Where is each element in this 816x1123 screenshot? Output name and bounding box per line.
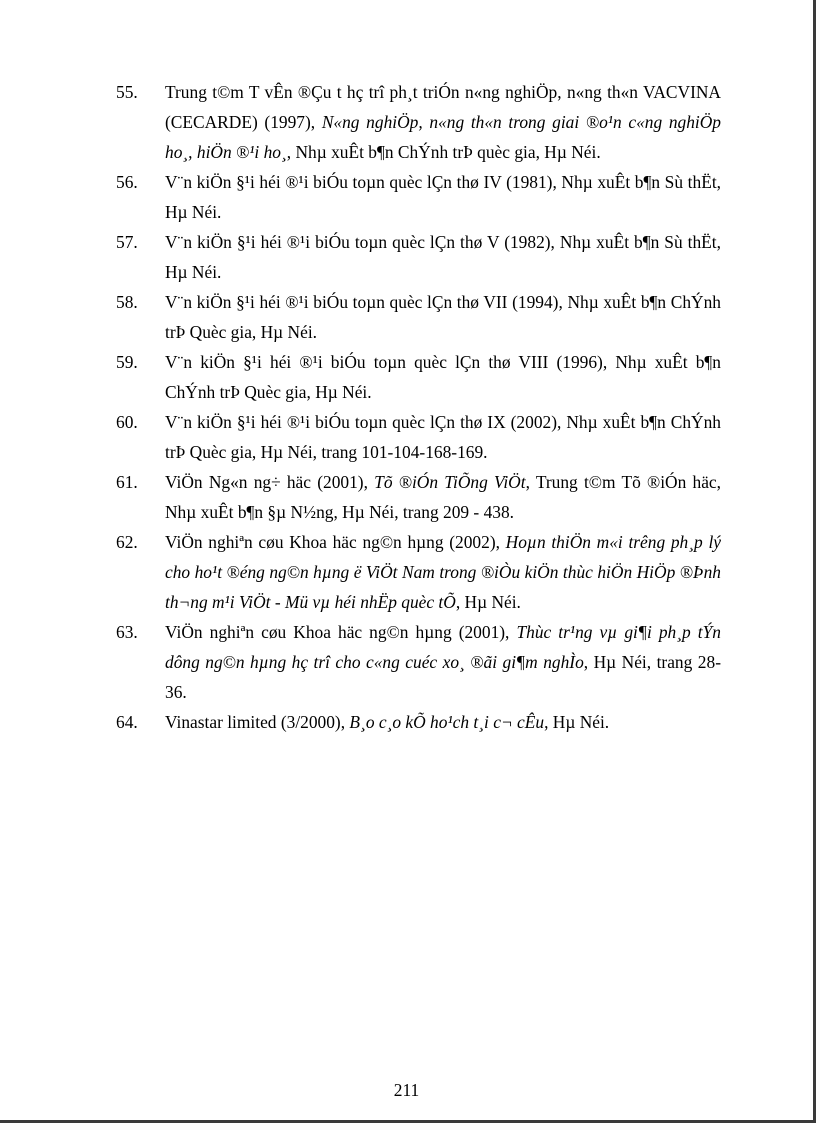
reference-text: Trung t©m T vÊn ®Çu t hç trî ph¸t triÓn n«ng nghiÖp, n«ng th«n VACVINA (CECARDE) (1997), [165,82,721,132]
reference-title: Tõ ®iÓn TiÕng ViÖt [374,472,526,492]
reference-number: 55. [116,82,138,102]
reference-publisher: , Hµ Néi. [544,712,610,732]
page-number: 211 [393,1080,420,1100]
reference-publisher: , Trung t©m Tõ ®iÓn häc, Nhµ xuÊt b¶n §µ N½ng, Hµ Néi, trang 209 - 438. [165,472,721,522]
reference-number: 64. [116,712,138,732]
reference-title: Hoµn thiÖn m«i trêng ph¸p lý cho ho¹t ®éng ng©n hµng ë ViÖt Nam trong ®iÒu kiÖn thùc hiÖn HiÖp ®Þnh th¬ng m¹i ViÖt - Mü vµ héi nhËp quèc tÕ [165,532,721,612]
reference-number: 61. [116,472,138,492]
reference-number: 57. [116,232,138,252]
reference-number: 56. [116,172,138,192]
reference-text: V¨n kiÖn §¹i héi ®¹i biÓu toµn quèc lÇn thø VIII (1996), Nhµ xuÊt b¶n ChÝnh trÞ Quèc gia, Hµ Néi. [165,352,721,402]
reference-list [116,77,721,737]
reference-publisher: , Nhµ xuÊt b¶n ChÝnh trÞ quèc gia, Hµ Néi. [286,142,601,162]
reference-item [116,527,721,617]
reference-title: B¸o c¸o kÕ ho¹ch t¸i c¬ cÊu [349,712,545,732]
reference-publisher: , Hµ Néi. [455,592,521,612]
reference-title: N«ng nghiÖp, n«ng th«n trong giai ®o¹n c«ng nghiÖp ho¸, hiÖn ®¹i ho¸ [165,112,721,162]
reference-publisher: , Hµ Néi, trang 28-36. [165,652,721,702]
reference-text: ViÖn Ng«n ng÷ häc (2001), [165,472,375,492]
reference-item [116,167,721,227]
reference-item [116,77,721,167]
reference-number: 58. [116,292,138,312]
reference-item [116,707,721,737]
reference-text: V¨n kiÖn §¹i héi ®¹i biÓu toµn quèc lÇn thø IV (1981), Nhµ xuÊt b¶n Sù thËt, Hµ Néi. [165,172,721,222]
reference-number: 63. [116,622,138,642]
reference-item [116,467,721,527]
reference-number: 60. [116,412,138,432]
reference-text: ViÖn nghiªn cøu Khoa häc ng©n hµng (2001), [165,622,517,642]
reference-item [116,617,721,707]
reference-number: 62. [116,532,138,552]
reference-text: V¨n kiÖn §¹i héi ®¹i biÓu toµn quèc lÇn thø VII (1994), Nhµ xuÊt b¶n ChÝnh trÞ Quèc gia, Hµ Néi. [165,292,721,342]
reference-item [116,347,721,407]
reference-text: ViÖn nghiªn cøu Khoa häc ng©n hµng (2002), [165,532,506,552]
reference-title: Thùc tr¹ng vµ gi¶i ph¸p tÝn dông ng©n hµng hç trî cho c«ng cuéc xo¸ ®ãi gi¶m nghÌo [165,622,721,672]
reference-item [116,287,721,347]
reference-text: V¨n kiÖn §¹i héi ®¹i biÓu toµn quèc lÇn thø V (1982), Nhµ xuÊt b¶n Sù thËt, Hµ Néi. [165,232,721,282]
reference-item [116,407,721,467]
reference-number: 59. [116,352,138,372]
reference-text: V¨n kiÖn §¹i héi ®¹i biÓu toµn quèc lÇn thø IX (2002), Nhµ xuÊt b¶n ChÝnh trÞ Quèc gia, Hµ Néi, trang 101-104-168-169. [165,412,721,462]
reference-item [116,227,721,287]
reference-text: Vinastar limited (3/2000), [165,712,350,732]
